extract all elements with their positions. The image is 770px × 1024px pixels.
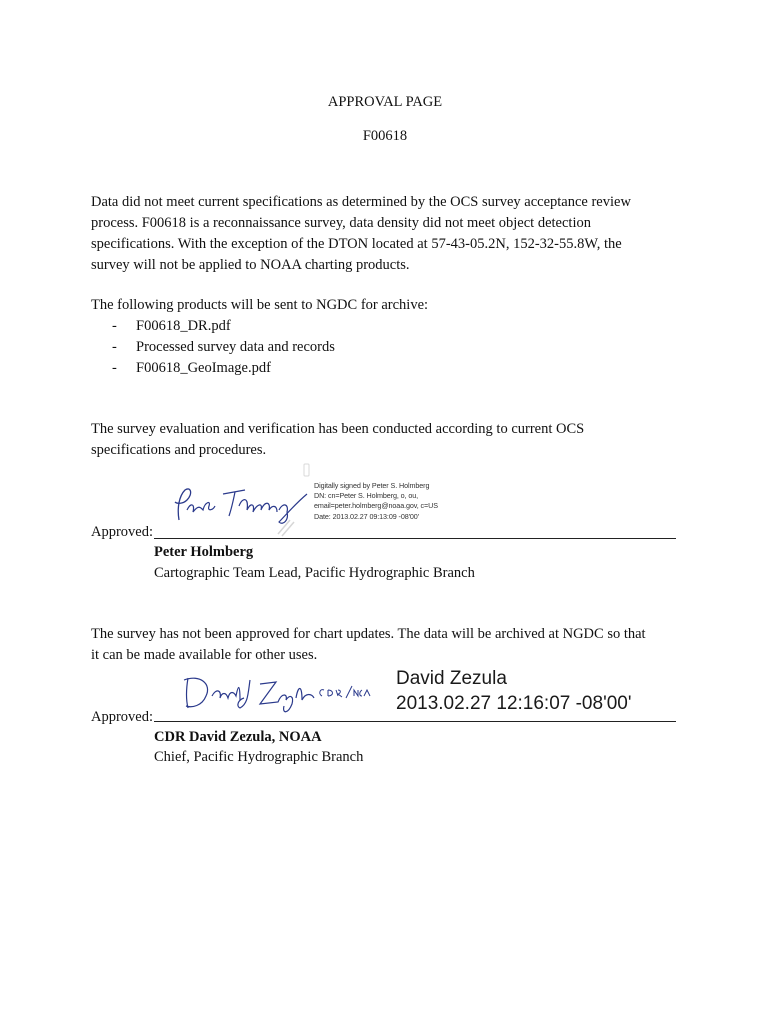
approved-label: Approved:: [91, 709, 154, 725]
list-item: [112, 316, 231, 337]
paragraph-line: survey will not be applied to NOAA charting products.: [91, 257, 410, 273]
approver-name: Peter Holmberg: [154, 544, 254, 560]
document-id: F00618: [362, 128, 408, 144]
list-item: [112, 337, 335, 358]
paragraph-line: process. F00618 is a reconnaissance survey, data density did not meet object detection: [91, 215, 591, 231]
list-item-text: Processed survey data and records: [136, 339, 335, 355]
digital-signature-line: Date: 2013.02.27 09:13:09 -08'00': [314, 511, 419, 521]
approver-title: Chief, Pacific Hydrographic Branch: [154, 749, 364, 765]
acceptance-paragraph: [91, 192, 681, 276]
handwritten-signature-zezula: [178, 670, 373, 718]
paragraph-line: The survey evaluation and verification has been conducted according to current OCS: [91, 421, 585, 437]
digital-signature-date: 2013.02.27 12:16:07 -08'00': [396, 693, 632, 714]
digital-signature-line: Digitally signed by Peter S. Holmberg: [314, 481, 430, 490]
paragraph-line: Data did not meet current specifications as determined by the OCS survey acceptance review: [91, 194, 631, 210]
paragraph-line: specifications. With the exception of the DTON located at 57-43-05.2N, 152-32-55.8W, the: [91, 236, 622, 252]
bullet-marker: -: [112, 360, 117, 376]
list-item: [112, 358, 271, 379]
evaluation-paragraph: [91, 419, 681, 461]
signature-watermark-icon: [272, 462, 312, 542]
digital-signature-block: [314, 481, 494, 522]
digital-signature-name: David Zezula: [396, 668, 507, 689]
digital-signature-line: email=peter.holmberg@noaa.gov, c=US: [314, 501, 438, 511]
paragraph-line: specifications and procedures.: [91, 442, 267, 458]
products-intro: The following products will be sent to NGDC for archive:: [91, 297, 429, 313]
approved-label: Approved:: [91, 524, 154, 540]
signature-line: [154, 721, 676, 722]
signature-line: [154, 538, 676, 539]
approver-title: Cartographic Team Lead, Pacific Hydrographic Branch: [154, 565, 475, 581]
page-title: APPROVAL PAGE: [327, 94, 443, 110]
list-item-text: F00618_DR.pdf: [136, 318, 231, 334]
digital-signature-line: DN: cn=Peter S. Holmberg, o, ou,: [314, 491, 419, 501]
bullet-marker: -: [112, 318, 117, 334]
paragraph-line: The survey has not been approved for chart updates. The data will be archived at NGDC so that: [91, 626, 646, 642]
approver-name: CDR David Zezula, NOAA: [154, 729, 322, 745]
bullet-marker: -: [112, 339, 117, 355]
paragraph-line: it can be made available for other uses.: [91, 647, 318, 663]
list-item-text: F00618_GeoImage.pdf: [136, 360, 271, 376]
chart-update-paragraph: [91, 624, 681, 666]
